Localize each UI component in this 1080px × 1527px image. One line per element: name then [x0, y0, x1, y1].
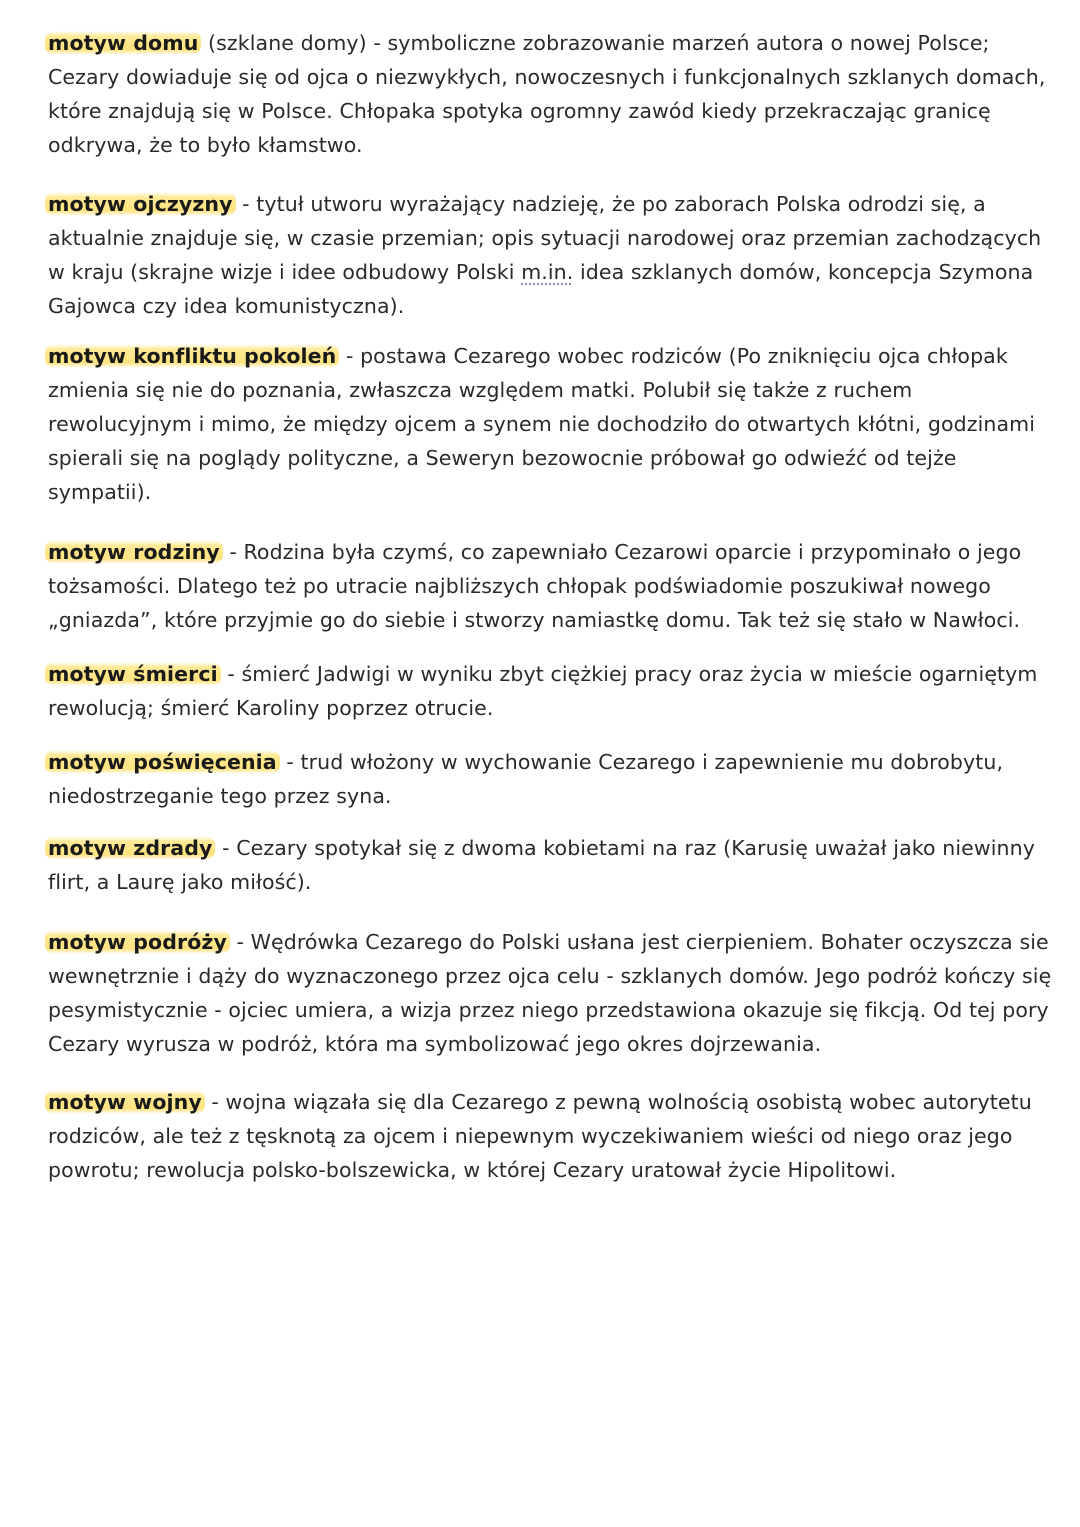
entry-description: - Wędrówka Cezarego do Polski usłana jest cierpieniem. Bohater oczyszcza sie wewnętrznie i dąży do wyznaczonego przez ojca celu - szklanych domów. Jego podróż kończy się pesymistycznie - ojciec umiera, a wizja przez niego przedstawiona okazuje się fikcją. Od tej pory Cezary wyrusza w podróż, która ma symbolizować jego okres dojrzewania. — [48, 930, 1052, 1056]
entry-description: - postawa Cezarego wobec rodziców (Po zniknięciu ojca chłopak zmienia się nie do poznania, zwłaszcza względem matki. Polubił się także z ruchem rewolucyjnym i mimo, że między ojcem a synem nie dochodziło do otwartych kłótni, godzinami spierali się na poglądy polityczne, a Seweryn bezowocnie próbował go odwieźć od tejże sympatii). — [48, 344, 1036, 504]
notes-page — [48, 26, 1058, 1187]
entry-motyw-wojny — [48, 1085, 1058, 1187]
entry-motyw-konfliktu-pokolen — [48, 339, 1058, 509]
term-highlight: motyw rodziny — [45, 540, 223, 564]
entry-motyw-podrozy — [48, 925, 1058, 1061]
entry-description: - Rodzina była czymś, co zapewniało Cezarowi oparcie i przypominało o jego tożsamości. Dlatego też po utracie najbliższych chłopak podświadomie poszukiwał nowego „gniazda”, które przyjmie go do siebie i stworzy namiastkę domu. Tak też się stało w Nawłoci. — [48, 540, 1022, 632]
term-highlight: motyw domu — [45, 31, 201, 55]
term-highlight: motyw poświęcenia — [45, 750, 280, 774]
abbreviation-underlined: m.in. — [521, 260, 574, 284]
entry-description: (szklane domy) - symboliczne zobrazowanie marzeń autora o nowej Polsce; Cezary dowiaduje się od ojca o niezwykłych, nowoczesnych i funkcjonalnych szklanych domach, które znajdują się w Polsce. Chłopaka spotyka ogromny zawód kiedy przekraczając granicę odkrywa, że to było kłamstwo. — [48, 31, 1046, 157]
entry-description: - tytuł utworu wyrażający nadzieję, że po zaborach Polska odrodzi się, a aktualnie znajduje się, w czasie przemian; opis sytuacji narodowej oraz przemian zachodzących w kraju (skrajne wizje i idee odbudowy Polski — [48, 192, 1042, 284]
entry-motyw-smierci — [48, 657, 1058, 725]
term-highlight: motyw śmierci — [45, 662, 221, 686]
entry-motyw-rodziny — [48, 535, 1058, 637]
entry-description: - Cezary spotykał się z dwoma kobietami na raz (Karusię uważał jako niewinny flirt, a Laurę jako miłość). — [48, 836, 1035, 894]
entry-motyw-poswiecenia — [48, 745, 1058, 813]
term-highlight: motyw konfliktu pokoleń — [45, 344, 339, 368]
term-highlight: motyw podróży — [45, 930, 230, 954]
entry-description: - wojna wiązała się dla Cezarego z pewną wolnością osobistą wobec autorytetu rodziców, ale też z tęsknotą za ojcem i niepewnym wyczekiwaniem wieści od niego oraz jego powrotu; rewolucja polsko-bolszewicka, w której Cezary uratował życie Hipolitowi. — [48, 1090, 1032, 1182]
entry-motyw-ojczyzny — [48, 187, 1058, 323]
entry-motyw-domu — [48, 26, 1058, 162]
entry-description-continued: idea szklanych domów, koncepcja Szymona Gajowca czy idea komunistyczna). — [48, 260, 1034, 318]
term-highlight: motyw zdrady — [45, 836, 215, 860]
entry-motyw-zdrady — [48, 831, 1058, 899]
term-highlight: motyw wojny — [45, 1090, 205, 1114]
entry-description: - śmierć Jadwigi w wyniku zbyt ciężkiej pracy oraz życia w mieście ogarniętym rewolucją; śmierć Karoliny poprzez otrucie. — [48, 662, 1038, 720]
entry-description: - trud włożony w wychowanie Cezarego i zapewnienie mu dobrobytu, niedostrzeganie tego przez syna. — [48, 750, 1004, 808]
term-highlight: motyw ojczyzny — [45, 192, 236, 216]
